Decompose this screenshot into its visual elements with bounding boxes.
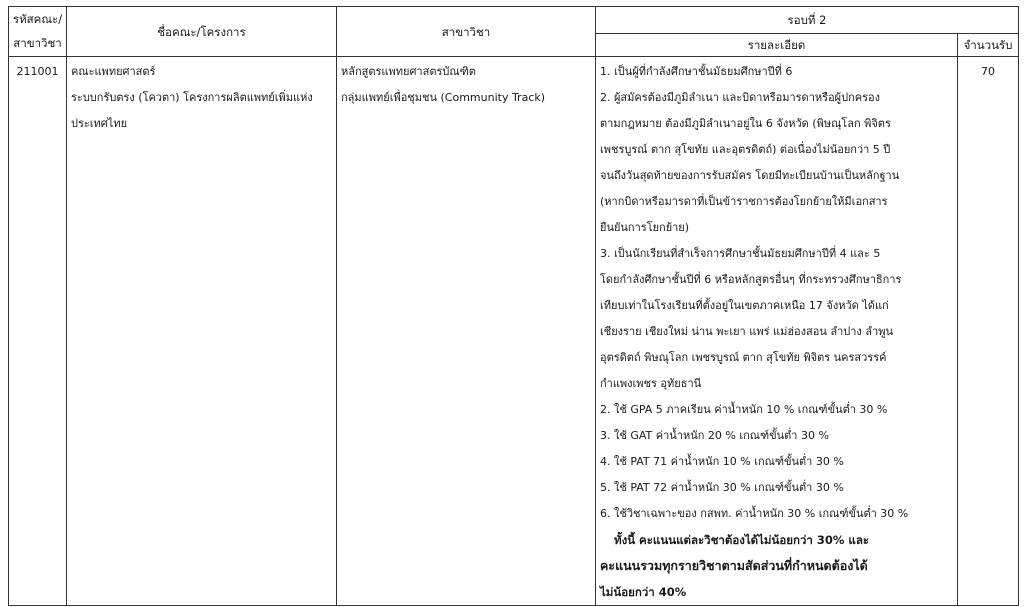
major-header: สาขาวิชา — [337, 7, 596, 57]
code-header — [9, 7, 67, 57]
code-header-line2: สาขาวิชา — [13, 36, 62, 50]
admission-table — [8, 6, 1019, 606]
detail-line: (หากบิดาหรือมารดาที่เป็นข้าราชการต้องโยกย้ายให้มีเอกสาร — [600, 195, 888, 208]
detail-line: เทียบเท่าในโรงเรียนที่ตั้งอยู่ในเขตภาคเหนือ 17 จังหวัด ได้แก่ — [600, 299, 889, 312]
criteria-specific-subjects: 6. ใช้วิชาเฉพาะของ กสพท. ค่าน้ำหนัก 30 % เกณฑ์ขั้นต่ำ 30 % — [600, 507, 909, 520]
detail-line: กำแพงเพชร อุทัยธานี — [600, 377, 702, 390]
details-cell — [596, 57, 958, 606]
quota-header: จำนวนรับ — [958, 34, 1019, 57]
program-code: 211001 — [9, 57, 67, 606]
detail-line: 1. เป็นผู้ที่กำลังศึกษาชั้นมัธยมศึกษาปีที่ 6 — [600, 65, 793, 78]
faculty-name: คณะแพทยศาสตร์ — [71, 65, 156, 78]
criteria-gat: 3. ใช้ GAT ค่าน้ำหนัก 20 % เกณฑ์ขั้นต่ำ 30 % — [600, 429, 829, 442]
detail-line: 2. ผู้สมัครต้องมีภูมิลำเนา และบิดาหรือมารดาหรือผู้ปกครอง — [600, 91, 880, 104]
detail-line: โดยกำลังศึกษาชั้นปีที่ 6 หรือหลักสูตรอื่นๆ ที่กระทรวงศึกษาธิการ — [600, 273, 902, 286]
project-name-cont: ประเทศไทย — [71, 117, 128, 130]
score-note: ไม่น้อยกว่า 40% — [600, 585, 687, 599]
quota-value: 70 — [958, 57, 1019, 606]
detail-line: 3. เป็นนักเรียนที่สำเร็จการศึกษาชั้นมัธยมศึกษาปีที่ 4 และ 5 — [600, 247, 881, 260]
detail-line: ตามกฎหมาย ต้องมีภูมิลำเนาอยู่ใน 6 จังหวัด (พิษณุโลก พิจิตร — [600, 117, 891, 130]
score-note: คะแนนรวมทุกรายวิชาตามสัดส่วนที่กำหนดต้องได้ — [600, 558, 868, 573]
code-header-line1: รหัสคณะ/ — [12, 12, 63, 26]
detail-line: เชียงราย เชียงใหม่ น่าน พะเยา แพร่ แม่ฮ่องสอน ลำปาง ลำพูน — [600, 325, 893, 338]
criteria-pat71: 4. ใช้ PAT 71 ค่าน้ำหนัก 10 % เกณฑ์ขั้นต่ำ 30 % — [600, 455, 844, 468]
round-header: รอบที่ 2 — [596, 7, 1019, 34]
score-note: ทั้งนี้ คะแนนแต่ละวิชาต้องได้ไม่น้อยกว่า 30% และ — [614, 533, 870, 547]
details-header: รายละเอียด — [596, 34, 958, 57]
criteria-gpa: 2. ใช้ GPA 5 ภาคเรียน ค่าน้ำหนัก 10 % เกณฑ์ขั้นต่ำ 30 % — [600, 403, 888, 416]
table-row — [9, 57, 1019, 606]
curriculum-name: หลักสูตรแพทยศาสตรบัณฑิต — [341, 65, 476, 78]
track-name: กลุ่มแพทย์เพื่อชุมชน (Community Track) — [341, 91, 546, 104]
detail-line: ยืนยันการโยกย้าย) — [600, 221, 690, 234]
detail-line: เพชรบูรณ์ ตาก สุโขทัย และอุตรดิตถ์) ต่อเนื่องไม่น้อยกว่า 5 ปี — [600, 143, 891, 156]
major-cell — [337, 57, 596, 606]
header-row-round — [9, 7, 1019, 34]
criteria-pat72: 5. ใช้ PAT 72 ค่าน้ำหนัก 30 % เกณฑ์ขั้นต่ำ 30 % — [600, 481, 844, 494]
detail-line: จนถึงวันสุดท้ายของการรับสมัคร โดยมีทะเบียนบ้านเป็นหลักฐาน — [600, 169, 900, 182]
faculty-project-cell — [67, 57, 337, 606]
faculty-project-header: ชื่อคณะ/โครงการ — [67, 7, 337, 57]
project-name: ระบบกรับตรง (โควตา) โครงการผลิตแพทย์เพิ่มแห่ง — [71, 91, 313, 104]
detail-line: อุตรดิตถ์ พิษณุโลก เพชรบูรณ์ ตาก สุโขทัย พิจิตร นครสวรรค์ — [600, 351, 887, 364]
